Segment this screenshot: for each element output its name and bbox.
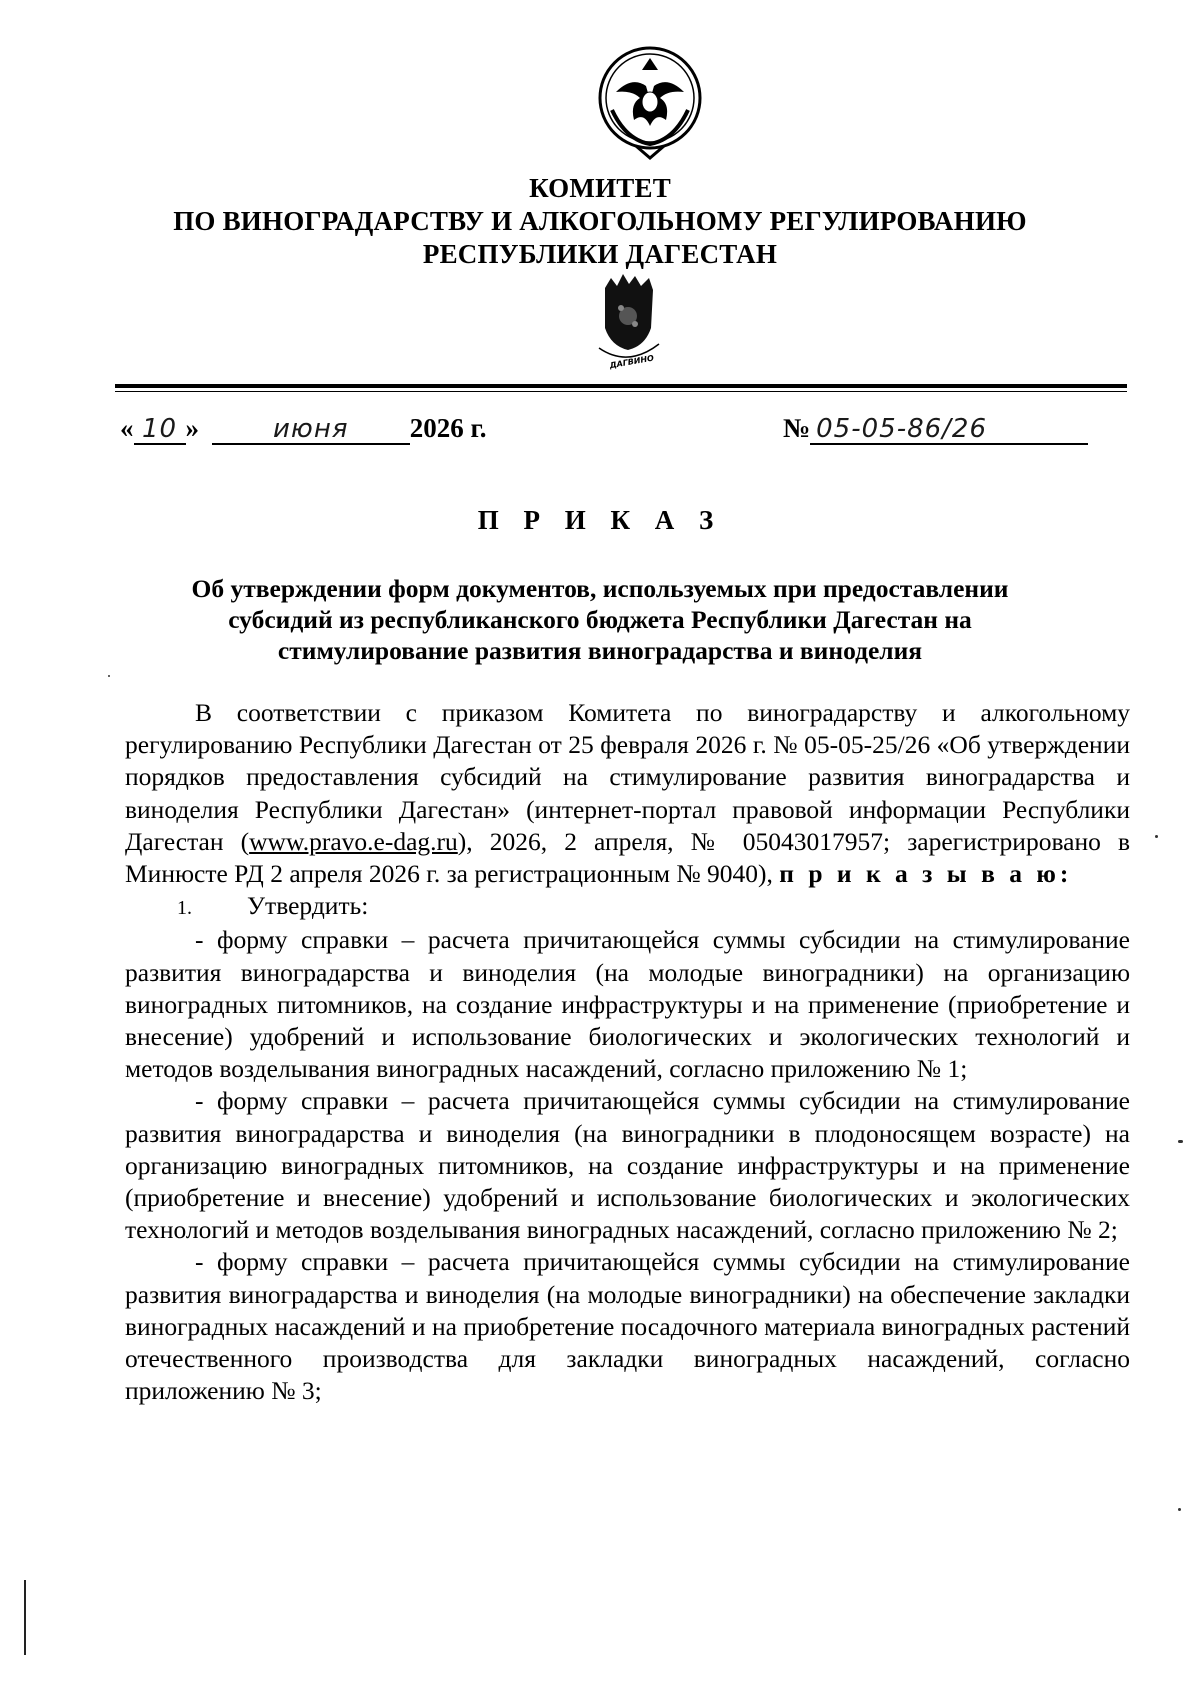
item-1 — [125, 890, 1130, 924]
preamble-tail: ), 2026, 2 апреля, № 05043017957; зарегистрировано в Минюсте РД 2 апреля 2026 г. за регистрационным № 9040), — [125, 826, 1130, 889]
scan-speck — [1155, 835, 1158, 838]
org-title-line3: РЕСПУБЛИКИ ДАГЕСТАН — [422, 239, 778, 269]
preamble-text: В соответствии с приказом Комитета по виноградарству и алкогольному регулированию Республики Дагестан от 25 февраля 2026 г. № 05-05-25/26 «Об утверждении порядков предоставления субсидий на стимулирование развития виноградарства и виноделия Республики Дагестан» (интернет-портал правовой информации Республики Дагестан ( — [125, 698, 1130, 856]
header-divider-thick — [115, 384, 1127, 388]
date-open-quote: « — [120, 413, 134, 443]
order-body — [125, 697, 1130, 1407]
item-1-text: Утвердить: — [247, 891, 369, 921]
form-item-2: - форму справки – расчета причитающейся суммы субсидии на стимулирование развития виноградарства и виноделия (на виноградники в плодоносящем возрасте) на организацию виноградных питомников, на создание инфраструктуры и на применение (приобретение и внесение) удобрений и использование биологических и экологических технологий и методов возделывания виноградных насаждений, согласно приложению № 2; — [125, 1086, 1130, 1245]
form-item-3: - форму справки – расчета причитающейся суммы субсидии на стимулирование развития виноградарства и виноделия (на молодые виноградники) на обеспечение закладки виноградных насаждений и на приобретение посадочного материала виноградных растений отечественного производства для закладки виноградных насаждений, согласно приложению № 3; — [125, 1247, 1130, 1406]
date-close-quote: » — [185, 413, 199, 443]
order-title: П Р И К А З — [477, 505, 723, 535]
date-month: июня — [273, 414, 349, 444]
org-title-line1: КОМИТЕТ — [529, 173, 671, 203]
org-title-line2: ПО ВИНОГРАДАРСТВУ И АЛКОГОЛЬНОМУ РЕГУЛИРОВАНИЮ — [173, 206, 1027, 236]
order-subject — [130, 573, 1070, 666]
dagestan-coat-of-arms-icon — [596, 40, 704, 164]
header-divider-thin — [115, 391, 1127, 392]
subject-line2: субсидий из республиканского бюджета Республики Дагестан на — [228, 605, 972, 634]
number-prefix: № — [783, 413, 811, 443]
subject-line3: стимулирование развития виноградарства и виноделия — [277, 636, 923, 665]
scan-speck — [1178, 1140, 1183, 1143]
order-word: п р и к а з ы в а ю: — [779, 859, 1073, 889]
scan-speck — [108, 675, 110, 677]
number-value: 05-05-86/26 — [816, 414, 987, 444]
preamble-paragraph — [125, 697, 1130, 890]
subject-line1: Об утверждении форм документов, используемых при предоставлении — [191, 574, 1009, 603]
document-number — [783, 408, 1088, 448]
form-item-1: - форму справки – расчета причитающейся суммы субсидии на стимулирование развития виноградарства и виноделия (на молодые виноградники) на организацию виноградных питомников, на создание инфраструктуры и на применение (приобретение и внесение) удобрений и использование биологических и экологических технологий и методов возделывания виноградных насаждений, согласно приложению № 1; — [125, 925, 1130, 1084]
dagvino-emblem-icon — [593, 270, 663, 370]
svg-text:ДАГВИНО: ДАГВИНО — [608, 353, 655, 370]
scan-margin-mark — [24, 1580, 26, 1655]
document-date — [120, 408, 486, 448]
pravo-portal-link[interactable]: www.pravo.e-dag.ru — [249, 826, 458, 856]
scan-speck — [1178, 1508, 1181, 1511]
date-year: 2026 г. — [409, 413, 487, 443]
date-day: 10 — [141, 414, 178, 444]
item-1-number: 1. — [177, 897, 192, 920]
